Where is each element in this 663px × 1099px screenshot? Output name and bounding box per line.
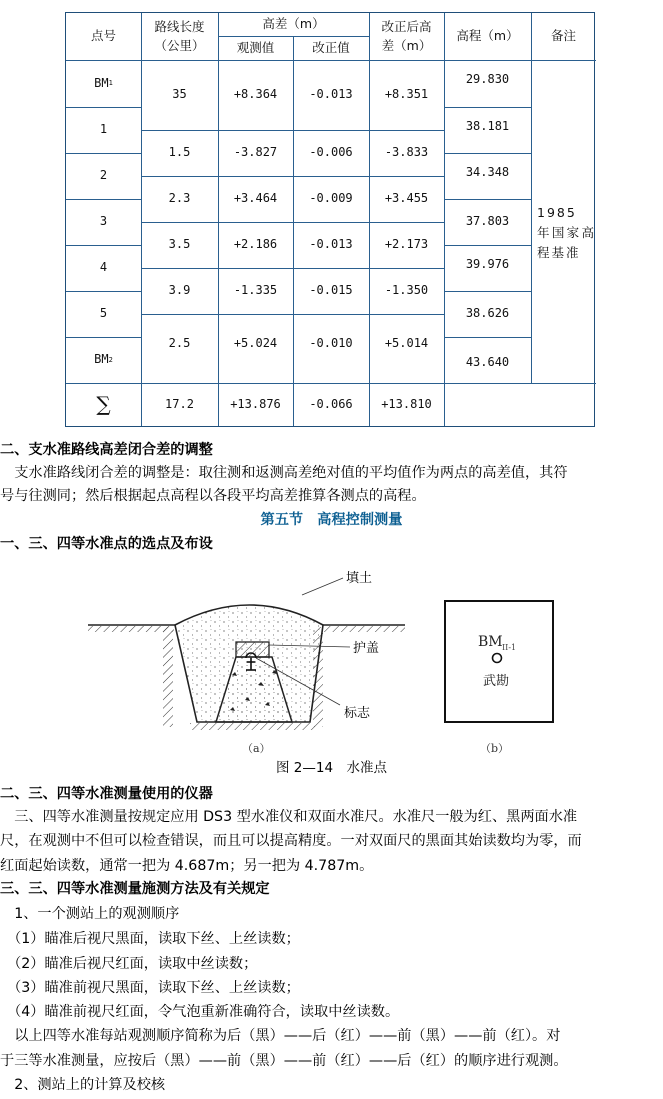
segment-correction: -0.015 [309, 283, 353, 298]
point-subscript: 1 [108, 79, 113, 88]
plaque-org: 武勘 [483, 674, 510, 689]
header-diff-group: 高差（m） [262, 16, 325, 32]
sum-correction: -0.066 [309, 396, 353, 411]
label-mark: 标志 [344, 706, 371, 721]
plaque-bm-sub: II-1 [502, 643, 517, 652]
point-name: BM [94, 352, 109, 367]
sum-length: 17.2 [165, 396, 194, 411]
header-elevation: 高程（m） [456, 28, 519, 44]
segment-corrected: +5.014 [384, 336, 429, 351]
segment-corrected: +3.455 [384, 191, 429, 206]
paragraph-line: 尺，在观测中不但可以检查错误，而且可以提高精度。一对双面尺的黑面其始读数均为零，而 [0, 833, 582, 849]
point-cell [66, 199, 141, 245]
point-cell [66, 60, 141, 107]
paragraph-line: 以上四等水准每站观测顺序简称为后（黑）——后（红）——前（黑）——前（红）。对 [0, 1028, 561, 1044]
elevation-value: 39.976 [465, 257, 510, 272]
segment-length: 3.9 [168, 283, 191, 298]
sum-symbol: ∑ [96, 392, 111, 416]
segment-length: 3.5 [168, 237, 191, 252]
segment-length: 1.5 [168, 145, 191, 160]
paragraph-line: 三、四等水准测量按规定应用 DS3 型水准仪和双面水准尺。水准尺一般为红、黑两面水准 [0, 809, 578, 825]
plaque-bm-name: BM [478, 634, 503, 650]
segment-observed: +2.186 [233, 237, 278, 252]
point-cell [66, 337, 141, 383]
header-corrected-line2: 差（m） [381, 37, 432, 53]
segment-observed: +5.024 [233, 336, 278, 351]
sublabel-a: （a） [242, 742, 271, 755]
section-heading: 二、支水准路线高差闭合差的调整 [0, 442, 213, 458]
sum-observed: +13.876 [230, 396, 281, 411]
point-name: 2 [99, 168, 108, 183]
chapter-title: 第五节 高程控制测量 [260, 512, 403, 528]
segment-observed: +3.464 [233, 191, 278, 206]
point-name: 3 [99, 214, 108, 229]
point-cell [66, 107, 141, 153]
header-remark: 备注 [550, 28, 576, 44]
segment-correction: -0.010 [309, 336, 353, 351]
header-length-line2: （公里） [154, 37, 205, 53]
list-item: （2）瞄准后视尺红面，读取中丝读数； [0, 956, 258, 972]
paragraph-line: 于三等水准测量，应按后（黑）——前（黑）——前（红）——后（红）的顺序进行观测。 [0, 1053, 568, 1069]
header-length-line1: 路线长度 [154, 19, 205, 35]
paragraph-line: 支水准路线闭合差的调整是：取往测和返测高差绝对值的平均值作为两点的高差值，其符 [0, 465, 568, 481]
list-item: （1）瞄准后视尺黑面，读取下丝、上丝读数； [0, 931, 300, 947]
header-length [141, 13, 218, 60]
paragraph-line: 红面起始读数，通常一把为 4.687m；另一把为 4.787m。 [0, 858, 374, 874]
segment-length: 2.5 [168, 336, 191, 351]
sum-corrected: +13.810 [381, 396, 432, 411]
list-heading: 2、测站上的计算及校核 [0, 1077, 166, 1093]
list-item: （3）瞄准前视尺黑面，读取下丝、上丝读数； [0, 980, 300, 996]
section-heading: 三、三、四等水准测量施测方法及有关规定 [0, 881, 270, 897]
segment-corrected: -1.350 [384, 283, 429, 298]
point-name: 5 [99, 306, 108, 321]
point-subscript: 2 [108, 355, 113, 364]
figure-caption: 图 2—14 水准点 [275, 760, 388, 776]
segment-corrected: -3.833 [384, 145, 429, 160]
point-cell [66, 245, 141, 291]
segment-observed: -3.827 [233, 145, 278, 160]
point-cell [66, 291, 141, 337]
elevation-value: 34.348 [465, 165, 510, 180]
list-item: （4）瞄准前视尺红面，令气泡重新准确符合，读取中丝读数。 [0, 1004, 400, 1020]
point-name: BM [94, 75, 109, 90]
segment-correction: -0.009 [309, 191, 353, 206]
segment-length: 2.3 [168, 191, 191, 206]
elevation-value: 38.626 [465, 306, 510, 321]
header-point: 点号 [90, 28, 116, 44]
elevation-value: 43.640 [465, 355, 510, 370]
remark-datum: 1985 年国家高程基准 [537, 205, 596, 260]
segment-observed: +8.364 [233, 87, 278, 102]
segment-correction: -0.013 [309, 87, 353, 102]
section-heading: 一、三、四等水准点的选点及布设 [0, 536, 213, 552]
segment-correction: -0.013 [309, 237, 353, 252]
segment-length: 35 [172, 87, 187, 102]
header-corrected [369, 13, 444, 60]
header-observed: 观测值 [236, 39, 275, 55]
list-heading: 1、一个测站上的观测顺序 [0, 906, 180, 922]
segment-correction: -0.006 [309, 145, 353, 160]
paragraph-line: 号与往测同；然后根据起点高程以各段平均高差推算各测点的高程。 [0, 488, 426, 504]
point-name: 4 [99, 260, 108, 275]
header-correction: 改正值 [312, 39, 350, 55]
protective-cover [236, 642, 269, 657]
benchmark-figure [60, 565, 620, 755]
section-heading: 二、三、四等水准测量使用的仪器 [0, 786, 213, 802]
leveling-adjustment-table [65, 12, 595, 427]
point-cell [66, 153, 141, 199]
leader-line [302, 578, 343, 595]
elevation-value: 29.830 [465, 72, 510, 87]
elevation-value: 37.803 [465, 214, 510, 229]
segment-corrected: +8.351 [384, 87, 429, 102]
header-corrected-line1: 改正后高 [381, 19, 432, 35]
label-cover: 护盖 [353, 641, 380, 656]
label-fill-soil: 填土 [346, 571, 373, 586]
point-name: 1 [99, 122, 108, 137]
sublabel-b: （b） [480, 742, 510, 755]
elevation-value: 38.181 [465, 119, 510, 134]
segment-corrected: +2.173 [384, 237, 429, 252]
segment-observed: -1.335 [233, 283, 278, 298]
